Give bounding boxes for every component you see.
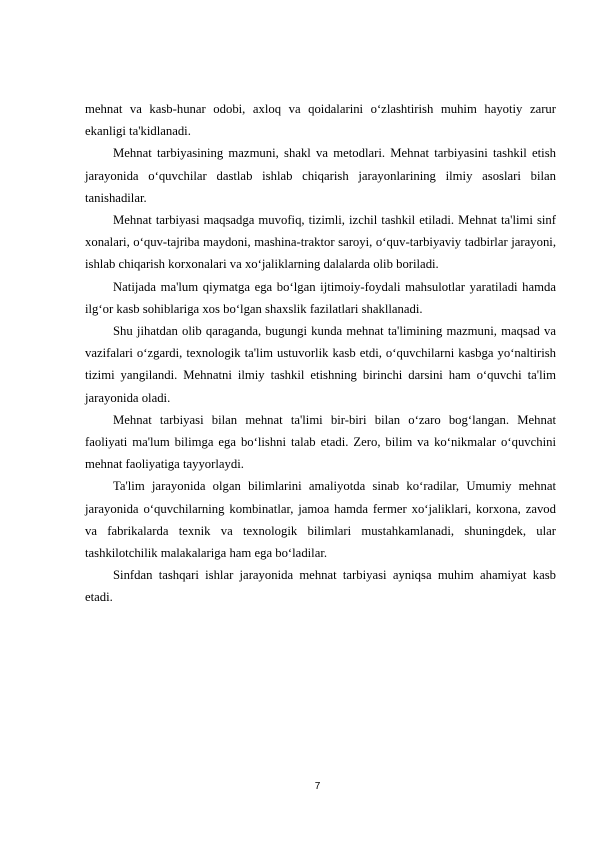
paragraph: Sinfdan tashqari ishlar jarayonida mehnat tarbiyasi ayniqsa muhim ahamiyat kasb etadi. [85,568,556,605]
paragraph: Mehnat tarbiyasi bilan mehnat ta'limi bir-biri bilan o‘zaro bog‘langan. Mehnat faoliyati ma'lum bilimga ega bo‘lishni talab etadi. Zero, bilim va ko‘nikmalar o‘quvchini mehnat faoliyatiga tayyorlaydi. [85,412,556,472]
page-number: 7 [314,781,321,792]
paragraph: Ta'lim jarayonida olgan bilimlarini amaliyotda sinab ko‘radilar, Umumiy mehnat jarayonida o‘quvchilarning kombinatlar, jamoa hamda fermer xo‘jaliklari, korxona, zavod va fabrikalarda texnik va texnologik bilimlari mustahkamlanadi, shuningdek, ular tashkilotchilik malakalariga ham ega bo‘ladilar. [85,479,556,561]
paragraph: Mehnat tarbiyasining mazmuni, shakl va metodlari. Mehnat tarbiyasini tashkil etish jarayonida o‘quvchilar dastlab ishlab chiqarish jarayonlarining ilmiy asoslari bilan tanishadilar. [85,146,556,205]
page-body [85,98,556,609]
paragraph: Mehnat tarbiyasi maqsadga muvofiq, tizimli, izchil tashkil etiladi. Mehnat ta'limi sinf xonalari, o‘quv-tajriba maydoni, mashina-traktor saroyi, o‘quv-tarbiyaviy tadbirlar jarayoni, ishlab chiqarish korxonalari va xo‘jaliklarning dalalarda olib boriladi. [85,213,556,272]
paragraph: Shu jihatdan olib qaraganda, bugungi kunda mehnat ta'limining mazmuni, maqsad va vazifalari o‘zgardi, texnologik ta'lim ustuvorlik kasb etdi, o‘quvchilarni kasbga yo‘naltirish tizimi yangilandi. Mehnatni ilmiy tashkil etishning birinchi darsini ham o‘quvchi ta'lim jarayonida oladi. [85,324,556,405]
paragraph: Natijada ma'lum qiymatga ega bo‘lgan ijtimoiy-foydali mahsulotlar yaratiladi hamda ilg‘or kasb sohiblariga xos bo‘lgan shaxslik fazilatlari shakllanadi. [85,279,556,316]
paragraph-continuation: mehnat va kasb-hunar odobi, axloq va qoidalarini o‘zlashtirish muhim hayotiy zarur ekanligi ta'kidlanadi. [85,102,556,139]
